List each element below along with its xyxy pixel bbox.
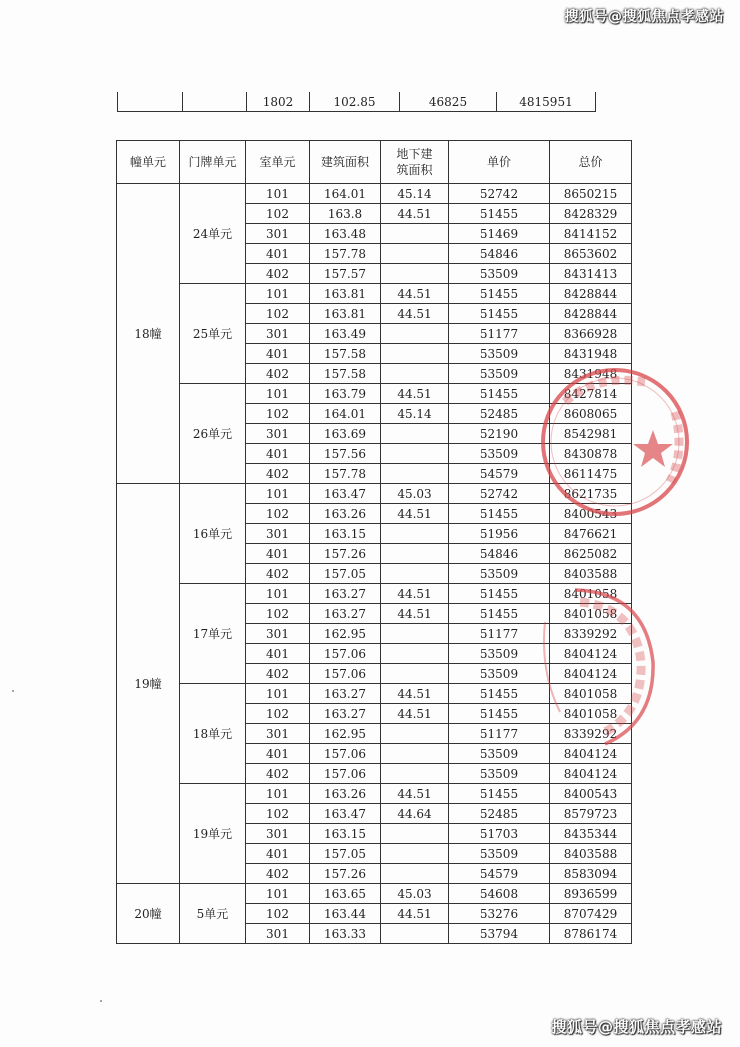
room-cell: 401	[246, 844, 310, 864]
underground-area-cell: 45.03	[381, 884, 449, 904]
area-cell: 157.06	[310, 744, 381, 764]
area-cell: 162.95	[310, 624, 381, 644]
header-building: 幢单元	[117, 141, 180, 184]
underground-area-cell: 44.51	[381, 784, 449, 804]
room-cell: 401	[246, 644, 310, 664]
underground-area-cell: 44.51	[381, 204, 449, 224]
total-price-cell: 8707429	[550, 904, 632, 924]
underground-area-cell	[381, 624, 449, 644]
table-row	[117, 484, 632, 504]
underground-area-cell	[381, 344, 449, 364]
unit-price-cell: 51469	[449, 224, 550, 244]
unit-price-cell: 52742	[449, 184, 550, 204]
unit-price-cell: 51177	[449, 624, 550, 644]
unit-price-cell: 53509	[449, 844, 550, 864]
area-cell: 163.65	[310, 884, 381, 904]
total-price-cell: 8621735	[550, 484, 632, 504]
area-cell: 157.78	[310, 464, 381, 484]
unit-price-cell: 53794	[449, 924, 550, 944]
underground-area-cell: 45.03	[381, 484, 449, 504]
room-cell: 401	[246, 244, 310, 264]
room-cell: 101	[246, 684, 310, 704]
area-cell: 157.58	[310, 364, 381, 384]
total-price-cell: 8339292	[550, 624, 632, 644]
room-cell: 401	[246, 744, 310, 764]
unit-price-cell: 53509	[449, 264, 550, 284]
room-cell: 401	[246, 544, 310, 564]
area-cell: 164.01	[310, 184, 381, 204]
area-cell: 163.27	[310, 684, 381, 704]
underground-area-cell	[381, 724, 449, 744]
underground-area-cell: 45.14	[381, 184, 449, 204]
total-price-cell: 8428844	[550, 284, 632, 304]
total-price-cell: 8404124	[550, 644, 632, 664]
room-cell: 402	[246, 764, 310, 784]
unit-price-cell: 54579	[449, 864, 550, 884]
watermark-bottom: 搜狐号@搜狐焦点孝感站	[551, 1018, 722, 1036]
total-price-cell: 8936599	[550, 884, 632, 904]
underground-area-cell	[381, 224, 449, 244]
room-cell: 402	[246, 264, 310, 284]
room-cell: 301	[246, 824, 310, 844]
total-price-cell: 8366928	[550, 324, 632, 344]
unit-price-cell: 51455	[449, 304, 550, 324]
area-cell: 157.05	[310, 564, 381, 584]
room-cell: 401	[246, 444, 310, 464]
cell-building	[118, 92, 183, 112]
total-price-cell: 8404124	[550, 664, 632, 684]
room-cell: 102	[246, 904, 310, 924]
area-cell: 157.06	[310, 644, 381, 664]
area-cell: 163.69	[310, 424, 381, 444]
area-cell: 157.06	[310, 664, 381, 684]
area-cell: 157.26	[310, 864, 381, 884]
room-cell: 102	[246, 704, 310, 724]
total-price-cell: 8430878	[550, 444, 632, 464]
area-cell: 163.15	[310, 524, 381, 544]
room-cell: 102	[246, 604, 310, 624]
underground-area-cell	[381, 824, 449, 844]
room-cell: 301	[246, 524, 310, 544]
underground-area-cell	[381, 464, 449, 484]
area-cell: 163.27	[310, 704, 381, 724]
total-price-cell: 8403588	[550, 564, 632, 584]
unit-cell: 19单元	[180, 784, 246, 884]
table-row	[117, 684, 632, 704]
area-cell: 163.79	[310, 384, 381, 404]
underground-area-cell	[381, 324, 449, 344]
unit-price-cell: 54846	[449, 244, 550, 264]
area-cell: 163.48	[310, 224, 381, 244]
total-price-cell: 8403588	[550, 844, 632, 864]
unit-price-cell: 53509	[449, 744, 550, 764]
room-cell: 402	[246, 664, 310, 684]
area-cell: 163.8	[310, 204, 381, 224]
header-total-price: 总价	[550, 141, 632, 184]
table-header-row	[117, 141, 632, 184]
underground-area-cell: 44.51	[381, 704, 449, 724]
area-cell: 163.26	[310, 504, 381, 524]
unit-price-cell: 53276	[449, 904, 550, 924]
total-price-cell: 8786174	[550, 924, 632, 944]
watermark-top: 搜狐号@搜狐焦点孝感站	[564, 9, 724, 25]
underground-area-cell	[381, 564, 449, 584]
area-cell: 162.95	[310, 724, 381, 744]
room-cell: 402	[246, 364, 310, 384]
total-price-cell: 8625082	[550, 544, 632, 564]
underground-area-cell	[381, 544, 449, 564]
header-area: 建筑面积	[310, 141, 381, 184]
unit-price-cell: 51455	[449, 204, 550, 224]
building-cell: 20幢	[117, 884, 180, 944]
room-cell: 402	[246, 864, 310, 884]
cell-price: 46825	[400, 92, 497, 112]
unit-price-cell: 51455	[449, 384, 550, 404]
unit-price-cell: 51177	[449, 324, 550, 344]
building-cell: 18幢	[117, 184, 180, 484]
header-unit: 门牌单元	[180, 141, 246, 184]
cell-total: 4815951	[497, 92, 596, 112]
room-cell: 401	[246, 344, 310, 364]
total-price-cell: 8650215	[550, 184, 632, 204]
unit-cell: 5单元	[180, 884, 246, 944]
total-price-cell: 8476621	[550, 524, 632, 544]
unit-price-cell: 53509	[449, 564, 550, 584]
underground-area-cell	[381, 744, 449, 764]
room-cell: 102	[246, 204, 310, 224]
total-price-cell: 8400543	[550, 784, 632, 804]
cell-area: 102.85	[310, 92, 400, 112]
total-price-cell: 8579723	[550, 804, 632, 824]
table-body	[117, 184, 632, 944]
area-cell: 157.06	[310, 764, 381, 784]
unit-price-cell: 53509	[449, 644, 550, 664]
underground-area-cell	[381, 644, 449, 664]
previous-table-row	[118, 92, 596, 112]
area-cell: 163.33	[310, 924, 381, 944]
total-price-cell: 8431948	[550, 364, 632, 384]
total-price-cell: 8404124	[550, 744, 632, 764]
area-cell: 163.27	[310, 604, 381, 624]
unit-price-cell: 51455	[449, 284, 550, 304]
scan-speck	[12, 690, 14, 692]
unit-price-cell: 54846	[449, 544, 550, 564]
unit-price-cell: 52190	[449, 424, 550, 444]
unit-cell: 18单元	[180, 684, 246, 784]
unit-price-cell: 51455	[449, 784, 550, 804]
total-price-cell: 8414152	[550, 224, 632, 244]
unit-cell: 17单元	[180, 584, 246, 684]
total-price-cell: 8431413	[550, 264, 632, 284]
unit-price-cell: 51956	[449, 524, 550, 544]
room-cell: 301	[246, 724, 310, 744]
scan-speck	[100, 1000, 102, 1002]
underground-area-cell	[381, 924, 449, 944]
unit-price-cell: 54579	[449, 464, 550, 484]
underground-area-cell	[381, 764, 449, 784]
area-cell: 157.58	[310, 344, 381, 364]
total-price-cell: 8583094	[550, 864, 632, 884]
underground-area-cell	[381, 444, 449, 464]
total-price-cell: 8435344	[550, 824, 632, 844]
room-cell: 101	[246, 584, 310, 604]
header-underground-area: 地下建筑面积	[381, 141, 449, 184]
unit-price-cell: 51455	[449, 684, 550, 704]
underground-area-cell: 45.14	[381, 404, 449, 424]
total-price-cell: 8401058	[550, 684, 632, 704]
room-cell: 101	[246, 884, 310, 904]
total-price-cell: 8428329	[550, 204, 632, 224]
unit-price-cell: 51177	[449, 724, 550, 744]
unit-price-cell: 54608	[449, 884, 550, 904]
area-cell: 157.26	[310, 544, 381, 564]
price-table	[116, 140, 632, 944]
total-price-cell: 8339292	[550, 724, 632, 744]
underground-area-cell: 44.51	[381, 584, 449, 604]
area-cell: 157.05	[310, 844, 381, 864]
table-row	[117, 384, 632, 404]
table-row	[117, 284, 632, 304]
unit-price-cell: 52742	[449, 484, 550, 504]
underground-area-cell: 44.51	[381, 904, 449, 924]
underground-area-cell: 44.51	[381, 384, 449, 404]
area-cell: 163.81	[310, 284, 381, 304]
unit-cell: 24单元	[180, 184, 246, 284]
unit-price-cell: 53509	[449, 344, 550, 364]
cell-room: 1802	[247, 92, 310, 112]
total-price-cell: 8401058	[550, 704, 632, 724]
unit-price-cell: 51455	[449, 504, 550, 524]
table-row	[117, 884, 632, 904]
area-cell: 163.15	[310, 824, 381, 844]
room-cell: 301	[246, 324, 310, 344]
table-row	[117, 184, 632, 204]
room-cell: 301	[246, 924, 310, 944]
previous-page-table	[117, 92, 596, 112]
unit-price-cell: 51455	[449, 704, 550, 724]
underground-area-cell: 44.51	[381, 604, 449, 624]
unit-price-cell: 51703	[449, 824, 550, 844]
area-cell: 163.81	[310, 304, 381, 324]
unit-cell: 16单元	[180, 484, 246, 584]
total-price-cell: 8611475	[550, 464, 632, 484]
total-price-cell: 8401058	[550, 584, 632, 604]
room-cell: 301	[246, 624, 310, 644]
underground-area-cell	[381, 424, 449, 444]
unit-price-cell: 52485	[449, 804, 550, 824]
room-cell: 402	[246, 464, 310, 484]
room-cell: 402	[246, 564, 310, 584]
unit-price-cell: 51455	[449, 584, 550, 604]
underground-area-cell: 44.51	[381, 504, 449, 524]
room-cell: 101	[246, 484, 310, 504]
area-cell: 157.57	[310, 264, 381, 284]
total-price-cell: 8400543	[550, 504, 632, 524]
underground-area-cell	[381, 664, 449, 684]
underground-area-cell	[381, 844, 449, 864]
unit-price-cell: 52485	[449, 404, 550, 424]
unit-price-cell: 53509	[449, 664, 550, 684]
underground-area-cell	[381, 524, 449, 544]
room-cell: 101	[246, 284, 310, 304]
total-price-cell: 8431948	[550, 344, 632, 364]
total-price-cell: 8404124	[550, 764, 632, 784]
total-price-cell: 8401058	[550, 604, 632, 624]
underground-area-cell	[381, 364, 449, 384]
room-cell: 101	[246, 184, 310, 204]
unit-cell: 26单元	[180, 384, 246, 484]
unit-price-cell: 53509	[449, 444, 550, 464]
table-row	[117, 784, 632, 804]
area-cell: 163.44	[310, 904, 381, 924]
unit-price-cell: 53509	[449, 764, 550, 784]
room-cell: 101	[246, 784, 310, 804]
table-row	[117, 584, 632, 604]
underground-area-cell: 44.51	[381, 684, 449, 704]
area-cell: 157.78	[310, 244, 381, 264]
underground-area-cell	[381, 864, 449, 884]
underground-area-cell: 44.64	[381, 804, 449, 824]
total-price-cell: 8653602	[550, 244, 632, 264]
underground-area-cell: 44.51	[381, 284, 449, 304]
room-cell: 102	[246, 504, 310, 524]
cell-unit	[183, 92, 247, 112]
underground-area-cell: 44.51	[381, 304, 449, 324]
area-cell: 163.49	[310, 324, 381, 344]
header-room: 室单元	[246, 141, 310, 184]
area-cell: 164.01	[310, 404, 381, 424]
room-cell: 102	[246, 404, 310, 424]
room-cell: 101	[246, 384, 310, 404]
total-price-cell: 8608065	[550, 404, 632, 424]
underground-area-cell	[381, 264, 449, 284]
unit-cell: 25单元	[180, 284, 246, 384]
room-cell: 301	[246, 224, 310, 244]
room-cell: 301	[246, 424, 310, 444]
area-cell: 163.27	[310, 584, 381, 604]
underground-area-cell	[381, 244, 449, 264]
area-cell: 163.26	[310, 784, 381, 804]
total-price-cell: 8427814	[550, 384, 632, 404]
room-cell: 102	[246, 804, 310, 824]
area-cell: 163.47	[310, 804, 381, 824]
total-price-cell: 8542981	[550, 424, 632, 444]
building-cell: 19幢	[117, 484, 180, 884]
unit-price-cell: 51455	[449, 604, 550, 624]
area-cell: 163.47	[310, 484, 381, 504]
area-cell: 157.56	[310, 444, 381, 464]
room-cell: 102	[246, 304, 310, 324]
unit-price-cell: 53509	[449, 364, 550, 384]
header-unit-price: 单价	[449, 141, 550, 184]
total-price-cell: 8428844	[550, 304, 632, 324]
